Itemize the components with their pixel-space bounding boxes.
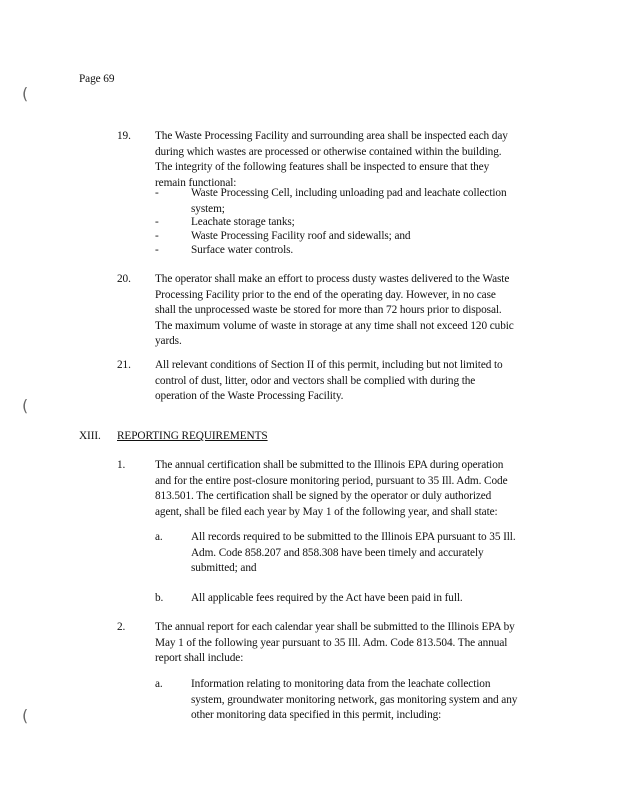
item-20-line: Processing Facility prior to the end of the operating day. However, in no case	[155, 288, 496, 301]
requirement-1-paragraph	[155, 458, 508, 520]
subitem-a-label: a.	[155, 531, 163, 543]
item-19-line: remain functional:	[155, 176, 237, 189]
requirement-2-line: report shall include:	[155, 652, 244, 664]
bullet-dash: -	[155, 216, 159, 228]
bullet-item-text: Waste Processing Facility roof and sidewalls; and	[191, 230, 411, 242]
subitem-b-label: b.	[155, 592, 164, 604]
bullet-item-text: Waste Processing Cell, including unloading pad and leachate collection	[191, 187, 507, 199]
item-21-paragraph	[155, 358, 503, 405]
bullet-dash: -	[155, 187, 159, 199]
item-19-paragraph	[155, 129, 508, 191]
section-number: XIII.	[79, 430, 101, 442]
bullet-item-text: Surface water controls.	[191, 244, 294, 256]
requirement-2-paragraph	[155, 620, 515, 667]
subitem-a-paragraph	[191, 530, 516, 577]
item-20-line: The operator shall make an effort to process dusty wastes delivered to the Waste	[155, 273, 510, 285]
subitem-a-line: All records required to be submitted to the Illinois EPA pursuant to 35 Ill.	[191, 531, 516, 543]
punch-hole-mark-top: (	[22, 84, 29, 103]
punch-hole-mark-middle: (	[22, 396, 29, 415]
subitem-a-line: submitted; and	[191, 562, 257, 574]
bullet-item-text: Leachate storage tanks;	[191, 216, 295, 228]
requirement-2-line: May 1 of the following year pursuant to 35 Ill. Adm. Code 813.504. The annual	[155, 636, 508, 649]
item-20-line: The maximum volume of waste in storage at any time shall not exceed 120 cubic	[155, 319, 514, 332]
item-20-line: shall the unprocessed waste be stored for more than 72 hours prior to disposal.	[155, 304, 502, 316]
item-19-line: The integrity of the following features shall be inspected to ensure that they	[155, 161, 490, 173]
bullet-item-text: system;	[191, 202, 225, 215]
item-21-number: 21.	[117, 359, 131, 371]
item-19-number: 19.	[117, 130, 131, 142]
bullet-dash: -	[155, 244, 159, 256]
bullet-item	[191, 186, 507, 217]
requirement-2-line: The annual report for each calendar year shall be submitted to the Illinois EPA by	[155, 621, 515, 633]
subitem-a-line: system, groundwater monitoring network, gas monitoring system and any	[191, 693, 518, 706]
requirement-1-line: The annual certification shall be submitted to the Illinois EPA during operation	[155, 459, 504, 471]
item-20-paragraph	[155, 272, 514, 350]
bullet-dash: -	[155, 230, 159, 242]
subitem-b-text: All applicable fees required by the Act have been paid in full.	[191, 592, 463, 604]
requirement-1-line: agent, shall be filed each year by May 1 of the following year, and shall state:	[155, 505, 498, 518]
subitem-a-label: a.	[155, 678, 163, 690]
punch-hole-mark-bottom: (	[22, 706, 29, 725]
item-20-number: 20.	[117, 273, 131, 285]
subitem-a-line: Information relating to monitoring data from the leachate collection	[191, 678, 491, 690]
item-20-line: yards.	[155, 335, 182, 347]
subitem-a-paragraph	[191, 677, 517, 724]
item-21-line: operation of the Waste Processing Facility.	[155, 390, 344, 402]
subitem-a-line: Adm. Code 858.207 and 858.308 have been timely and accurately	[191, 546, 484, 559]
requirement-2-number: 2.	[117, 621, 126, 633]
requirement-1-line: and for the entire post-closure monitoring period, pursuant to 35 Ill. Adm. Code	[155, 474, 508, 487]
section-heading: REPORTING REQUIREMENTS	[117, 430, 268, 442]
requirement-1-line: 813.501. The certification shall be signed by the operator or duly authorized	[155, 490, 492, 502]
page-number: Page 69	[79, 73, 115, 85]
item-21-line: control of dust, litter, odor and vectors shall be complied with during the	[155, 374, 476, 387]
subitem-a-line: other monitoring data specified in this permit, including:	[191, 709, 442, 721]
item-19-line: during which wastes are processed or otherwise contained within the building.	[155, 145, 502, 158]
requirement-1-number: 1.	[117, 459, 126, 471]
item-19-line: The Waste Processing Facility and surrounding area shall be inspected each day	[155, 130, 508, 142]
item-21-line: All relevant conditions of Section II of this permit, including but not limited to	[155, 359, 503, 371]
